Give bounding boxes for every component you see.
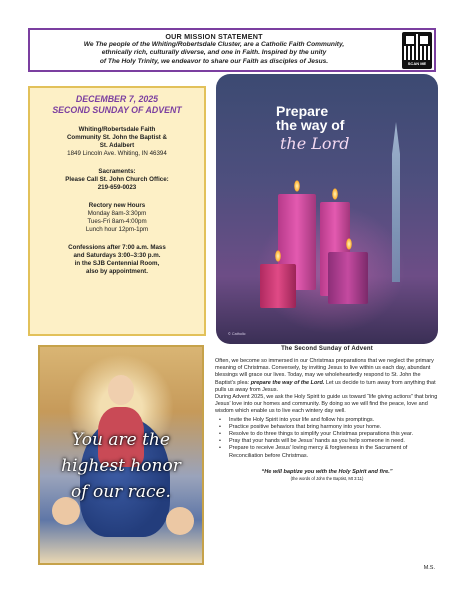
advent-article: [215, 346, 439, 571]
parish-address: 1849 Lincoln Ave. Whiting, IN 46394: [67, 150, 167, 157]
painting-quote: You are the highest honor of our race.: [61, 430, 181, 502]
rectory-hours-line: Lunch hour 12pm-1pm: [85, 226, 149, 233]
mission-line: of The Holy Trinity, we endeavor to share our Faith as disciples of Jesus.: [99, 57, 329, 65]
confessions-line: also by appointment.: [86, 268, 148, 275]
bulletin-date: DECEMBER 7, 2025: [75, 94, 159, 104]
advent-candle: [260, 264, 296, 308]
advent-poster-image: [216, 74, 438, 344]
assumption-painting: [38, 345, 204, 565]
office-phone: 219-659-0023: [97, 184, 137, 191]
action-list: [215, 417, 439, 460]
list-item: • Pray that your hands will be Jesus’ hands as you help someone in need.: [215, 438, 439, 445]
rectory-hours-line: Monday 8am-3:30pm: [87, 210, 147, 217]
qr-code-icon: [404, 34, 430, 60]
mission-title: OUR MISSION STATEMENT: [165, 32, 263, 41]
flame-icon: [294, 180, 300, 192]
confessions-line: and Saturdays 3:00–3:30 p.m.: [73, 252, 161, 259]
cherub-figure: [166, 507, 194, 535]
mission-line: We The people of the Whiting/Robertsdale Cluster, are a Catholic Faith Community,: [83, 41, 345, 48]
sacraments-contact: Please Call St. John Church Office:: [65, 176, 169, 183]
parish-name: Community St. John the Baptist &: [66, 134, 168, 141]
article-emphasis: prepare the way of the Lord.: [250, 379, 325, 386]
list-item: • Invite the Holy Spirit into your life and follow his promptings.: [215, 417, 439, 424]
author-initials: M.S.: [423, 565, 435, 571]
sacraments-heading: Sacraments:: [98, 168, 136, 175]
confessions-line: Confessions after 7:00 a.m. Mass: [68, 244, 166, 251]
qr-label: SCAN ME: [407, 61, 427, 66]
poster-title: Prepare the way of: [276, 103, 345, 133]
list-item: • Prepare to receive Jesus’ loving mercy & forgiveness in the Sacrament of Reconciliation before Christmas.: [215, 445, 439, 459]
mary-figure: [108, 375, 134, 405]
closing-quote: “He will baptize you with the Holy Spirit and fire.”: [261, 468, 393, 475]
qr-code[interactable]: [402, 32, 432, 69]
list-item: • Resolve to do three things to simplify your Christmas preparations this year.: [215, 431, 439, 438]
parish-name: Whiting/Robertsdale Faith: [78, 126, 156, 133]
list-item: • Practice positive behaviors that bring harmony into your home.: [215, 424, 439, 431]
mission-statement: [28, 28, 436, 72]
flame-icon: [332, 188, 338, 200]
liturgical-occasion: SECOND SUNDAY OF ADVENT: [52, 105, 182, 115]
parish-info-box: [28, 86, 206, 336]
confessions-line: in the SJB Centennial Room,: [74, 260, 160, 267]
parish-name: St. Adalbert: [99, 142, 135, 149]
rectory-hours-line: Tues-Fri 8am-4:00pm: [87, 218, 147, 225]
poster-credit: © Catholic: [228, 332, 246, 336]
article-paragraph: Often, we become so immersed in our Christmas preparations that we neglect the primary meaning of Christmas. Conversely, by inviting Jesus to live within us each day, abundant blessings will grace our lives. Today, may we wholeheartedly respond to St. John the Baptist’s plea: prepare the way of the Lord. Let us decide to turn away from anything that pulls us away from Jesus.: [215, 358, 436, 393]
closing-citation: (the words of John the Baptist, Mt 3:11): [290, 475, 364, 481]
rectory-hours-title: Rectory new Hours: [88, 202, 146, 209]
poster-script-title: the Lord: [280, 134, 350, 153]
article-title: The Second Sunday of Advent: [281, 346, 373, 352]
flame-icon: [275, 250, 281, 262]
advent-candle: [328, 252, 368, 304]
article-paragraph: During Advent 2025, we ask the Holy Spirit to guide us toward “life giving actions” that bring Jesus’ love into our homes and community. By doing so we will find the peace, love and wisdom which enable us to live each wintery day well.: [215, 394, 438, 415]
flame-icon: [346, 238, 352, 250]
mission-line: ethnically rich, culturally diverse, and one in Faith. Inspired by the unity: [101, 49, 327, 57]
